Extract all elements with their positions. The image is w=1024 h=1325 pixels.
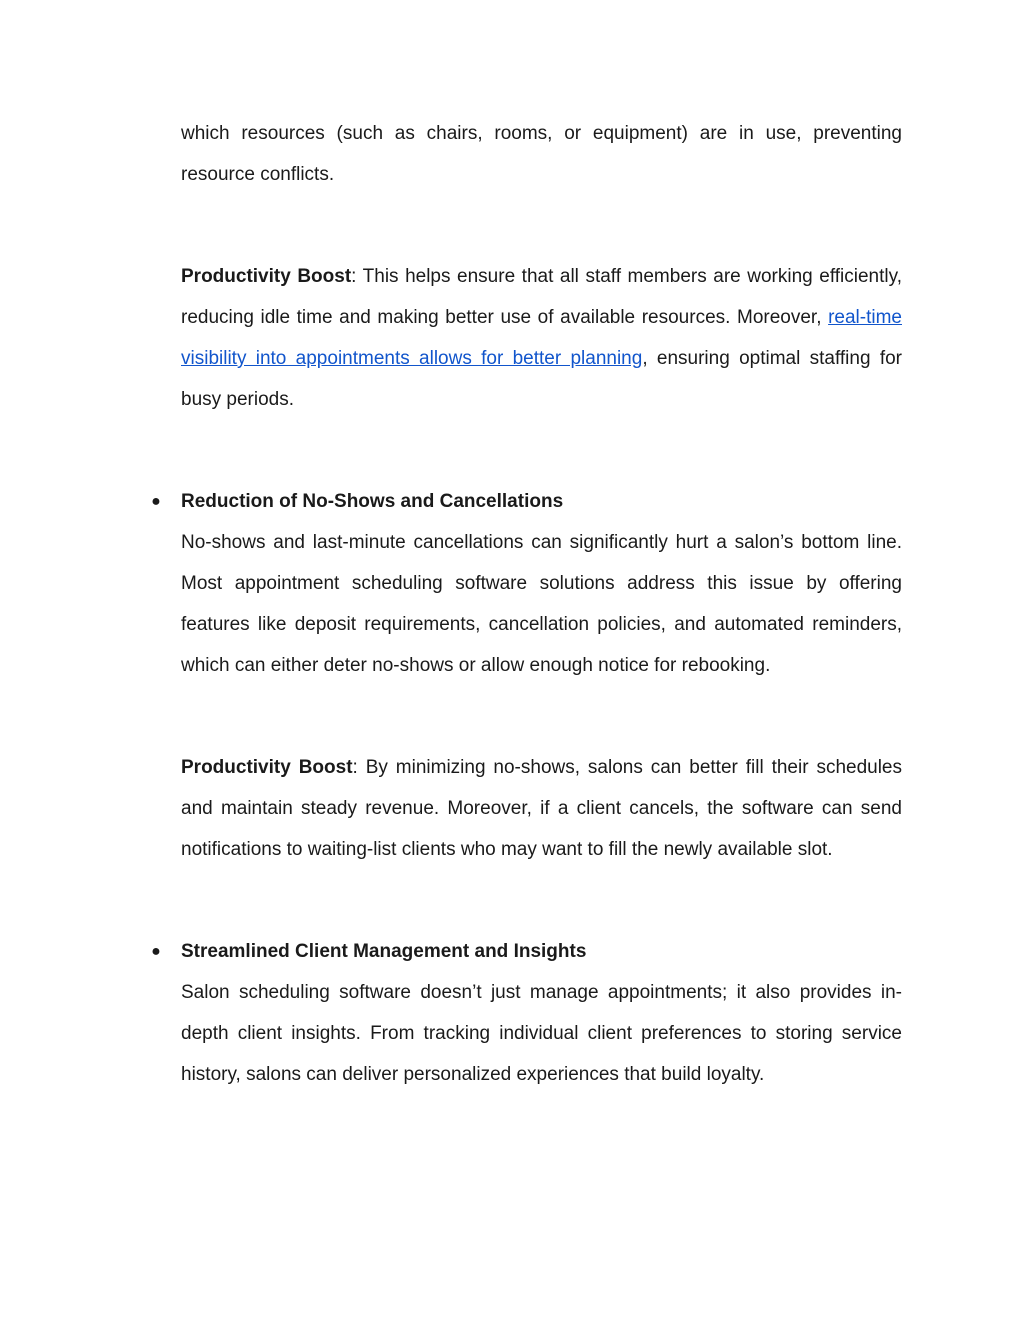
section-body-no-shows: No-shows and last-minute cancellations can significantly hurt a salon’s bottom line. Most appointment scheduling software solutions address this issue by offering features like deposit requirements, cancellation policies, and automated reminders, which can either deter no-shows or allow enough notice for rebooking. <box>181 532 902 676</box>
document-body <box>151 113 902 1095</box>
section-body-client-management: Salon scheduling software doesn’t just manage appointments; it also provides in-depth client insights. From tracking individual client preferences to storing service history, salons can deliver personalized experiences that build loyalty. <box>181 982 902 1085</box>
boost-text: By minimizing no-shows, salons can better fill their schedules and maintain steady revenue. Moreover, if a client cancels, the software can send notifications to waiting-list clients who may want to fill the newly available slot. <box>181 757 902 860</box>
productivity-boost-paragraph-2 <box>181 747 902 870</box>
bullet-icon: ● <box>151 943 161 960</box>
paragraph-spacer <box>181 686 902 747</box>
productivity-boost-paragraph-1 <box>181 256 902 420</box>
bullet-item-no-shows <box>151 481 902 686</box>
boost-text-b: , ensuring optimal staffing for busy periods. <box>181 348 902 410</box>
label-colon: : <box>352 757 358 778</box>
intro-continuation-paragraph: which resources (such as chairs, rooms, or equipment) are in use, preventing resource conflicts. <box>181 123 902 185</box>
paragraph-spacer <box>181 420 902 481</box>
label-colon: : <box>351 266 357 287</box>
section-heading-no-shows: Reduction of No-Shows and Cancellations <box>181 491 564 512</box>
productivity-boost-label: Productivity Boost <box>181 266 352 287</box>
paragraph-spacer <box>181 870 902 931</box>
bullet-item-client-management <box>151 931 902 1095</box>
paragraph-spacer <box>181 195 902 256</box>
productivity-boost-label: Productivity Boost <box>181 757 353 778</box>
boost-text-a: This helps ensure that all staff members are working efficiently, reducing idle time and making better use of available resources. Moreover, <box>181 266 902 328</box>
bullet-icon: ● <box>151 493 161 510</box>
planning-link[interactable]: real-time visibility into appointments allows for better planning <box>181 307 902 369</box>
section-heading-client-management: Streamlined Client Management and Insights <box>181 941 587 962</box>
